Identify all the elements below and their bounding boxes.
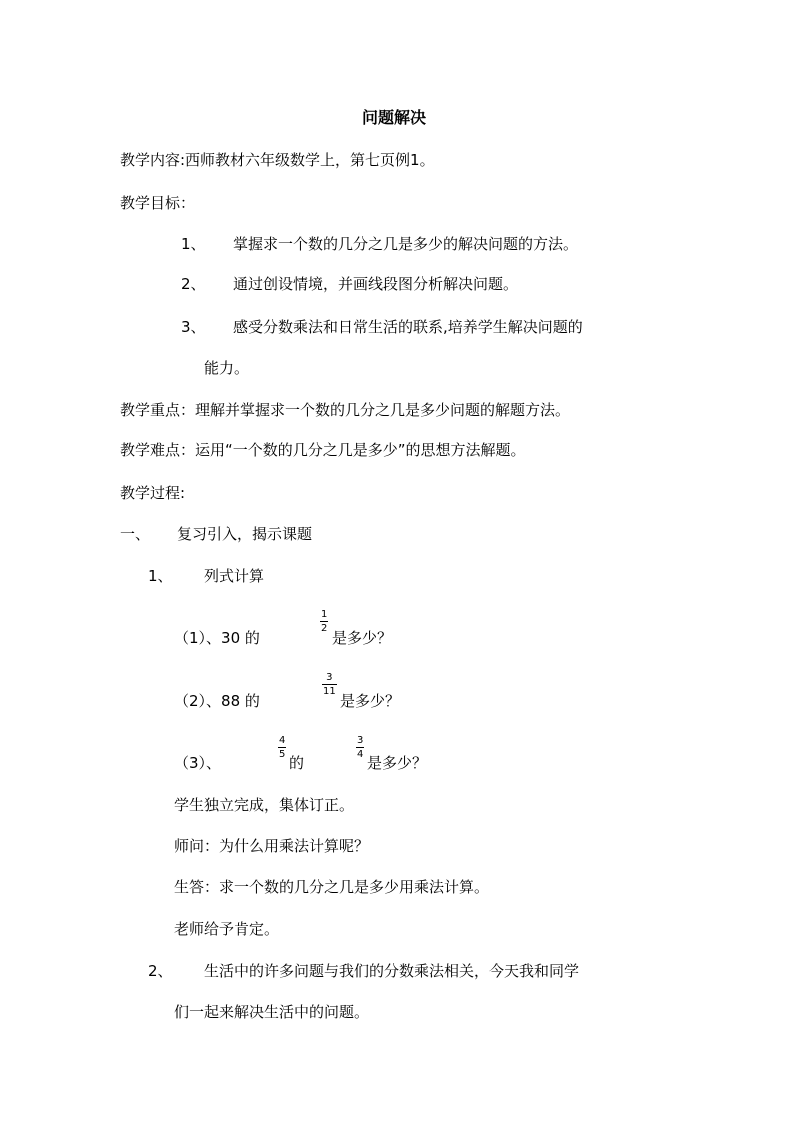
process-label: 教学过程: [120,484,186,502]
calc-3-suffix: 是多少？ [367,754,428,772]
section-1-number: 一、 [120,525,151,543]
dialog-line-3: 生答：求一个数的几分之几是多少用乘法计算。 [174,878,490,896]
goal-2-number: 2、 [181,275,206,293]
fraction-numerator: 3 [357,735,364,746]
calc-3-fraction-b [356,735,364,760]
calc-1-suffix: 是多少？ [332,629,393,647]
calc-1-prefix: （1）、30 的 [174,629,260,647]
fraction-numerator: 4 [279,735,286,746]
fraction-denominator: 2 [321,623,328,634]
fraction-bar [320,621,328,622]
goal-2-text: 通过创设情境，并画线段图分析解决问题。 [233,275,519,293]
item-2-text: 生活中的许多问题与我们的分数乘法相关，今天我和同学 [204,962,580,980]
fraction-denominator: 5 [279,749,286,760]
fraction-denominator: 11 [323,686,336,697]
goal-1-number: 1、 [181,235,206,253]
item-2-number: 2、 [148,962,173,980]
item-2-continuation: 们一起来解决生活中的问题。 [174,1003,370,1021]
goal-1-text: 掌握求一个数的几分之几是多少的解决问题的方法。 [233,235,579,253]
document-title: 问题解决 [362,108,427,127]
fraction-numerator: 3 [326,672,333,683]
difficult-point: 教学难点：运用“一个数的几分之几是多少”的思想方法解题。 [120,441,526,459]
calc-1-fraction [320,609,328,634]
fraction-bar [356,747,364,748]
goal-3-text: 感受分数乘法和日常生活的联系,培养学生解决问题的 [233,318,583,336]
dialog-line-1: 学生独立完成，集体订正。 [174,796,355,814]
teaching-content: 教学内容:西师教材六年级数学上，第七页例1。 [120,151,435,169]
dialog-line-2: 师问：为什么用乘法计算呢？ [174,837,370,855]
calc-2-prefix: （2）、88 的 [174,692,260,710]
fraction-bar [322,684,337,685]
calc-3-fraction-a [278,735,286,760]
goals-label: 教学目标： [120,194,196,212]
calc-3-connector: 的 [289,754,305,772]
goal-3-continuation: 能力。 [204,359,250,377]
fraction-bar [278,747,286,748]
calc-2-suffix: 是多少？ [340,692,401,710]
section-1-title: 复习引入，揭示课题 [177,525,313,543]
calc-2-fraction [322,672,337,697]
key-point: 教学重点：理解并掌握求一个数的几分之几是多少问题的解题方法。 [120,401,571,419]
item-1-text: 列式计算 [204,567,265,585]
calc-3-prefix: （3）、 [174,754,222,772]
item-1-number: 1、 [148,567,173,585]
fraction-denominator: 4 [357,749,364,760]
goal-3-number: 3、 [181,318,206,336]
fraction-numerator: 1 [321,609,328,620]
dialog-line-4: 老师给予肯定。 [174,920,280,938]
